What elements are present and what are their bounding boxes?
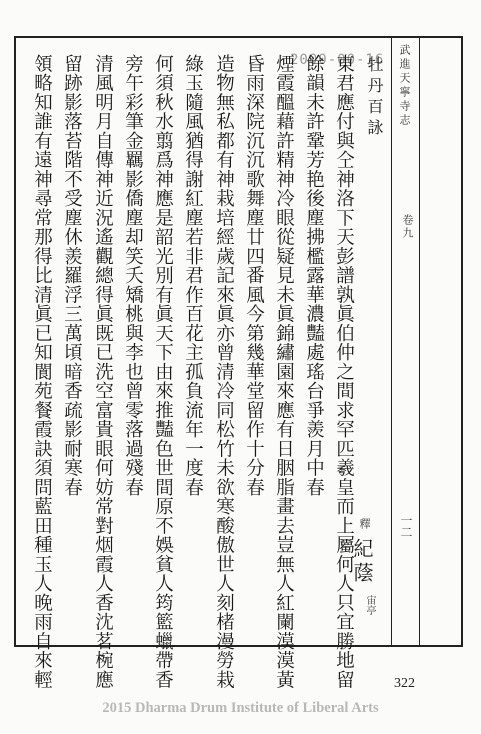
poem-line: 煙霞醞藉許精神冷眼從疑見未眞錦繡園來應有日胭脂畫去豈無人紅闌漠漠黃	[273, 54, 295, 690]
poem-line: 何須秋水翦爲神應是韶光別有眞天下由來推豔色世間原不娛貧人筠籃蠟帶香	[152, 54, 174, 690]
poem-line: 造物無私都有神栽培經歲記來眞亦曾清冷同松竹未欲寒酸傲世人刻楮漫勞栽	[213, 54, 235, 690]
folio-number: 322	[394, 676, 415, 691]
volume-label: 卷九	[401, 214, 414, 240]
poem-line: 留跡影落苔階不受塵休羨羅浮三萬頃暗香疏影耐寒春	[61, 54, 83, 497]
header-divider-right	[419, 36, 420, 647]
copyright-watermark: 2015 Dharma Drum Institute of Liberal Arts	[102, 700, 379, 716]
date-stamp: 2000-00-16	[290, 52, 385, 68]
author-prefix: 釋	[358, 518, 371, 529]
poem-line: 清風明月自傳神近況遙觀總得眞既已洗空富貴眼何妨常對烟霞人香沈茗椀應	[92, 54, 114, 690]
poem-line: 領略知誰有遠神尋常那得比清眞已知閬苑餐霞訣須問藍田種玉人晚雨自來輕	[31, 54, 53, 690]
header-divider-left	[391, 36, 392, 647]
poem-line: 綠玉隨風猶得謝紅塵若非君作百花主孤負流年一度春	[182, 54, 204, 497]
poem-line: 東君應付與仝神洛下天彭譜孰眞伯仲之間求罕匹羲皇而上屬何人只宜勝地留	[333, 54, 355, 690]
poem-line: 旁午彩筆金羈影僑塵却笑夭矯桃與李也曾零落過殘春	[122, 54, 144, 497]
book-title: 武進天寧寺志	[398, 44, 411, 128]
poem-line: 餘韻未許鞏芳艳後塵拂檻露華濃豔處瑤台爭羨月中春	[303, 54, 325, 497]
poem-title: 牡丹百詠	[365, 56, 384, 140]
page-marker: 一二	[399, 514, 413, 538]
poem-line: 昏雨深院沉沉歌舞塵廿四番風今第幾華堂留作十分春	[243, 54, 265, 497]
author-courtesy-name: 宙亭	[364, 595, 375, 615]
author-name: 紀蔭	[350, 538, 374, 586]
